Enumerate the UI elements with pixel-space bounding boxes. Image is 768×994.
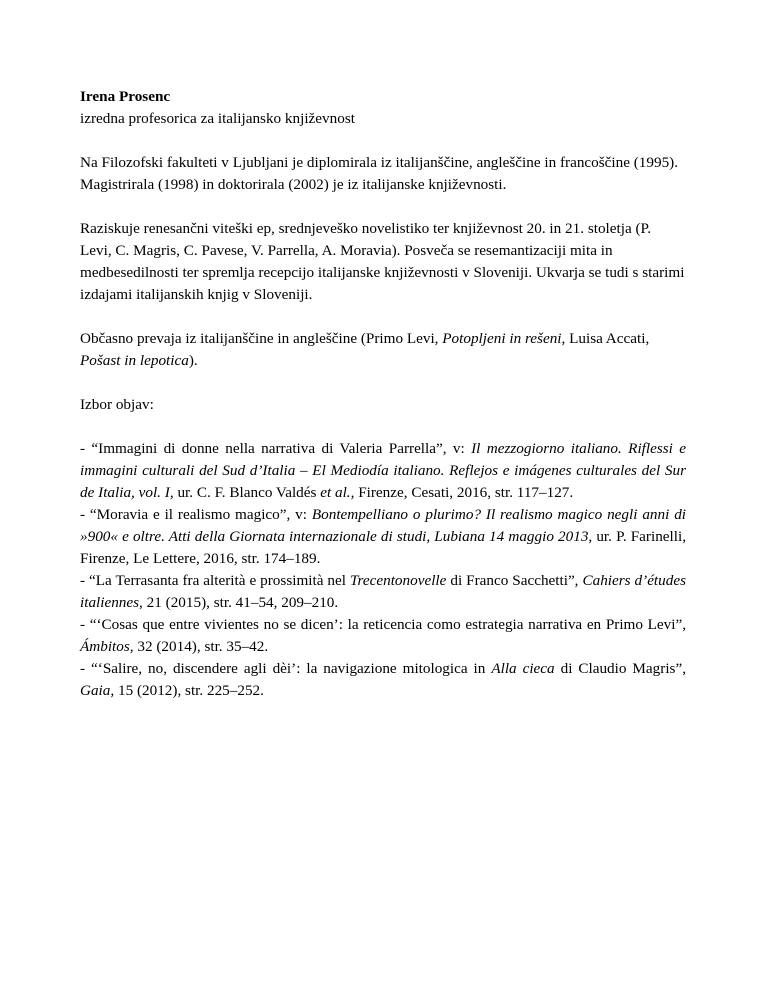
author-title: izredna profesorica za italijansko književnost <box>80 110 355 127</box>
publication-source: Ámbitos, <box>80 638 134 655</box>
publication-item <box>80 570 686 614</box>
publication-item <box>80 504 686 570</box>
publication-item <box>80 614 686 658</box>
publication-text: 21 (2015), str. 41–54, 209–210. <box>142 594 339 611</box>
publication-text: ur. C. F. Blanco Valdés <box>173 484 321 501</box>
translation-paragraph <box>80 328 686 372</box>
publication-title: Alla cieca <box>491 660 555 677</box>
document-page <box>80 86 686 702</box>
publication-text: ur. P. Farinelli, Firenze, Le Lettere, 2016, str. 174–189. <box>80 528 686 567</box>
research-paragraph: Raziskuje renesančni viteški ep, srednjeveško novelistiko ter književnost 20. in 21. stoletja (P. Levi, C. Magris, C. Pavese, V. Parrella, A. Moravia). Posveča se resemantizaciji mita in medbesedilnosti ter spremlja recepcijo italijanske književnosti v Sloveniji. Ukvarja se tudi s starimi izdajami italijanskih knjig v Sloveniji. <box>80 220 685 303</box>
publication-item <box>80 658 686 702</box>
author-block <box>80 86 686 130</box>
translation-title-1: Potopljeni in rešeni, <box>442 330 566 347</box>
translation-title-2: Pošast in lepotica <box>80 352 189 369</box>
publication-source: Gaia, <box>80 682 115 699</box>
translation-text-1: Občasno prevaja iz italijanščine in angleščine (Primo Levi, <box>80 330 443 347</box>
publication-text: di Claudio Magris”, <box>554 660 686 677</box>
publication-text: Firenze, Cesati, 2016, str. 117–127. <box>354 484 574 501</box>
publication-text: 15 (2012), str. 225–252. <box>114 682 264 699</box>
publication-list <box>80 438 686 702</box>
selection-heading: Izbor objav: <box>80 396 154 413</box>
publication-item <box>80 438 686 504</box>
publication-text: - “Moravia e il realismo magico”, v: <box>80 506 312 523</box>
translation-text-3: ). <box>188 352 198 369</box>
publication-text: - “La Terrasanta fra alterità e prossimità nel <box>80 572 350 589</box>
publication-source: Bontempelliano o plurimo? Il realismo magico negli anni di »900« e oltre. Atti della Giornata internazionale di studi, Lubiana 14 maggio 2013, <box>80 506 687 545</box>
publication-source: Cahiers d’études italiennes, <box>80 572 686 611</box>
publication-title: Trecentonovelle <box>349 572 447 589</box>
translation-text-2: Luisa Accati, <box>565 330 650 347</box>
publication-text: di Franco Sacchetti”, <box>446 572 583 589</box>
publication-text: 32 (2014), str. 35–42. <box>133 638 269 655</box>
publication-text: - “‘Cosas que entre vivientes no se dicen’: la reticencia como estrategia narrativa en Primo Levi”, <box>80 616 686 633</box>
education-paragraph: Na Filozofski fakulteti v Ljubljani je diplomirala iz italijanščine, angleščine in francoščine (1995). Magistrirala (1998) in doktorirala (2002) je iz italijanske književnosti. <box>80 154 679 193</box>
publication-text: - “‘Salire, no, discendere agli dèi’: la navigazione mitologica in <box>80 660 492 677</box>
publication-text: - “Immagini di donne nella narrativa di Valeria Parrella”, v: <box>80 440 472 457</box>
publication-etal: et al., <box>320 484 355 501</box>
author-name: Irena Prosenc <box>80 88 171 105</box>
publication-source: Il mezzogiorno italiano. Riflessi e immagini culturali del Sud d’Italia – El Mediodía italiano. Reflejos e imágenes culturales del Sur de Italia, vol. I, <box>80 440 686 501</box>
